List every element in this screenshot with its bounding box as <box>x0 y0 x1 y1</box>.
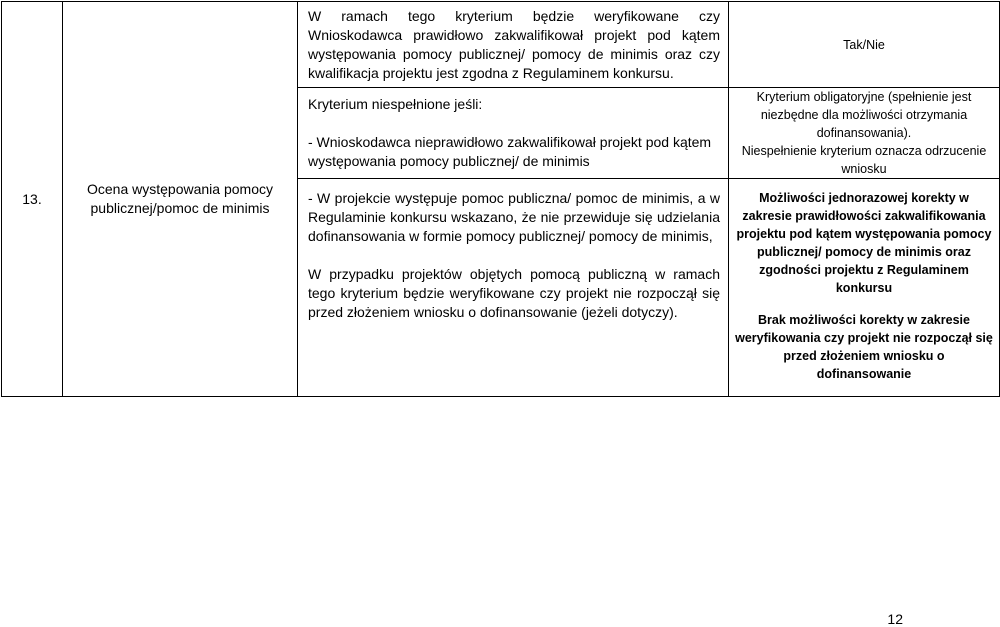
eval-tak-nie: Tak/Nie <box>843 37 885 52</box>
eval-obligatory: Kryterium obligatoryjne (spełnienie jest niezbędne dla możliwości otrzymania dofinansowania). <box>756 90 972 140</box>
description-middle-point: - Wnioskodawca nieprawidłowo zakwalifikował projekt pod kątem występowania pomocy publicznej/ de minimis <box>308 134 712 169</box>
eval-top-cell <box>729 2 1000 88</box>
description-bottom-cell <box>298 179 729 397</box>
description-bottom-point: - W projekcie występuje pomoc publiczna/ pomoc de minimis, a w Regulaminie konkursu wskazano, że nie przewiduje się udzielania dofinansowania w formie pomocy publicznej/ pomocy de minimis, <box>308 190 720 244</box>
eval-correction-allowed: Możliwości jednorazowej korekty w zakresie prawidłowości zakwalifikowania projektu pod kątem występowania pomocy publicznej/ pomocy de minimis oraz zgodności projektu z Regulaminem konkursu <box>736 191 992 295</box>
row-number-cell <box>2 2 63 397</box>
eval-bottom-cell <box>729 179 1000 397</box>
eval-middle-cell <box>729 88 1000 179</box>
criteria-table <box>1 1 1000 397</box>
eval-rejection: Niespełnienie kryterium oznacza odrzucenie wniosku <box>741 144 987 176</box>
criterion-name: Ocena występowania pomocy publicznej/pomoc de minimis <box>87 181 273 216</box>
page-number: 12 <box>887 611 903 627</box>
criterion-name-cell <box>63 2 298 397</box>
description-top: W ramach tego kryterium będzie weryfikowane czy Wnioskodawca prawidłowo zakwalifikował projekt pod kątem występowania pomocy publicznej/ pomocy de minimis oraz czy kwalifikacja projektu jest zgodna z Regulaminem konkursu. <box>308 7 720 81</box>
description-middle-intro: Kryterium niespełnione jeśli: <box>308 96 483 112</box>
description-bottom-note: W przypadku projektów objętych pomocą publiczną w ramach tego kryterium będzie weryfikowane czy projekt nie rozpoczął się przed złożeniem wniosku o dofinansowanie (jeżeli dotyczy). <box>308 266 720 320</box>
row-number: 13. <box>22 191 42 207</box>
description-middle-cell <box>298 88 729 179</box>
eval-correction-not-allowed: Brak możliwości korekty w zakresie weryfikowania czy projekt nie rozpoczął się przed złożeniem wniosku o dofinansowanie <box>735 313 993 381</box>
description-top-cell <box>298 2 729 88</box>
